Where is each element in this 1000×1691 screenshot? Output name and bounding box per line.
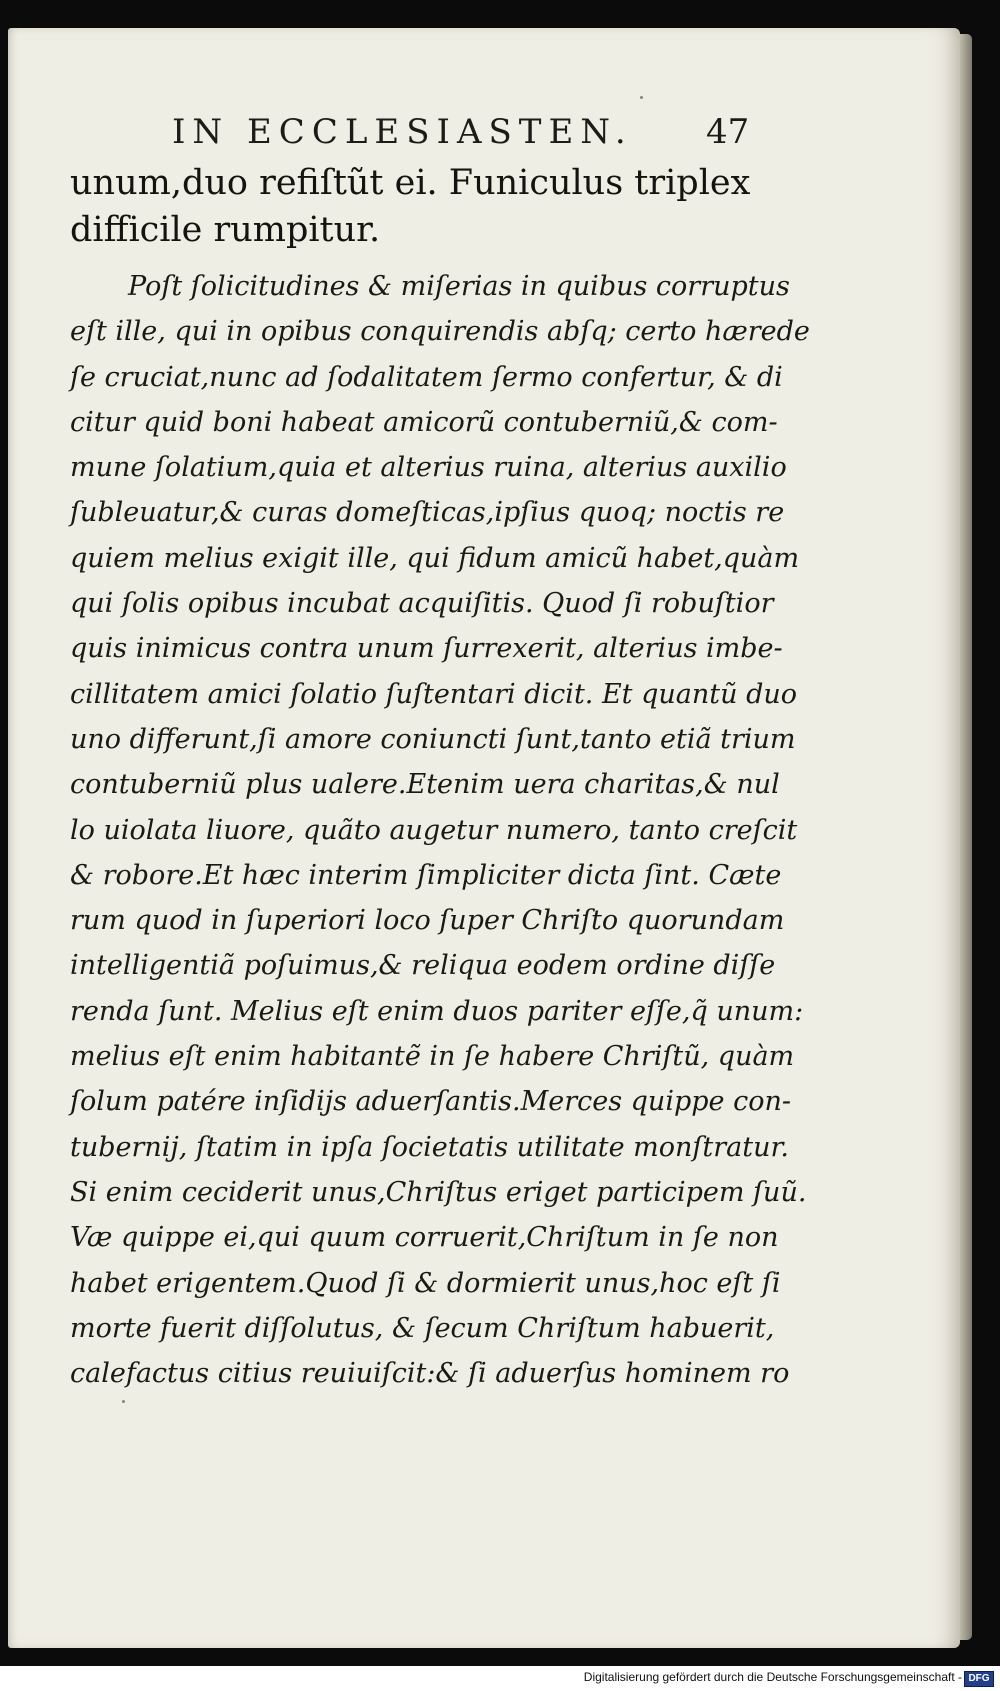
commentary-line: lo uiolata liuore, quãto augetur numero, tanto creſcit — [70, 814, 798, 846]
page-number: 47 — [706, 112, 750, 152]
digitization-footer — [0, 1666, 1000, 1691]
paper-speck — [122, 1400, 125, 1403]
commentary-line: rum quod in ſuperiori loco ſuper Chriſto quorundam — [70, 905, 785, 937]
running-head — [0, 108, 1000, 158]
commentary-line: ſolum patére inſidijs aduerſantis.Merces quippe con- — [70, 1086, 791, 1118]
commentary-line: contuberniũ plus ualere.Etenim uera charitas,& nul — [70, 769, 780, 801]
commentary-text — [70, 264, 810, 1396]
running-title: IN ECCLESIASTEN. — [172, 112, 633, 152]
commentary-line: uno differunt,ſi amore coniuncti ſunt,tanto etiã trium — [70, 723, 796, 755]
commentary-line: & robore.Et hæc interim ſimpliciter dicta ſint. Cæte — [70, 859, 782, 891]
commentary-line: qui ſolis opibus incubat acquiſitis. Quod ſi robuſtior — [70, 588, 774, 620]
commentary-line: Poſt ſolicitudines & miſerias in quibus corruptus — [128, 271, 790, 302]
verse-line: unum,duo refiſtũt ei. Funiculus triplex — [70, 163, 751, 203]
commentary-line: ſubleuatur,& curas domeſticas,ipſius quoq; noctis re — [70, 497, 785, 529]
commentary-line: quiem melius exigit ille, qui fidum amicũ habet,quàm — [70, 542, 800, 574]
commentary-line: renda ſunt. Melius eſt enim duos pariter eſſe,q̃ unum: — [70, 995, 804, 1027]
commentary-line: tubernij, ſtatim in ipſa ſocietatis utilitate monſtratur. — [70, 1131, 789, 1163]
commentary-line: melius eſt enim habitantẽ in ſe habere Chriſtũ, quàm — [70, 1041, 795, 1073]
commentary-line: morte fuerit diſſolutus, & ſecum Chriſtum habuerit, — [70, 1312, 775, 1344]
commentary-line: calefactus citius reuiuiſcit:& ſi aduerſus hominem ro — [70, 1358, 790, 1390]
commentary-line: eſt ille, qui in opibus conquirendis abſq; certo hærede — [70, 316, 810, 348]
paper-speck — [640, 96, 643, 99]
commentary-line: cillitatem amici ſolatio ſuſtentari dicit. Et quantũ duo — [70, 678, 798, 710]
commentary-line: mune ſolatium,quia et alterius ruina, alterius auxilio — [70, 452, 787, 484]
commentary-line: citur quid boni habeat amicorũ contuberniũ,& com- — [70, 406, 778, 438]
commentary-line: habet erigentem.Quod ſi & dormierit unus,hoc eſt ſi — [70, 1267, 781, 1299]
verse-line: difficile rumpitur. — [70, 210, 381, 250]
commentary-line: Si enim ceciderit unus,Chriſtus eriget participem ſuũ. — [70, 1176, 807, 1208]
dfg-logo: DFG — [964, 1671, 994, 1687]
funding-credit: Digitalisierung gefördert durch die Deutsche Forschungsgemeinschaft - — [583, 1670, 962, 1684]
commentary-line: intelligentiã poſuimus,& reliqua eodem ordine diſſe — [70, 950, 776, 982]
commentary-line: Væ quippe ei,qui quum corruerit,Chriſtum in ſe non — [70, 1222, 779, 1254]
commentary-line: quis inimicus contra unum ſurrexerit, alterius imbe- — [70, 633, 783, 665]
verse-text — [70, 160, 770, 254]
commentary-line: ſe cruciat,nunc ad ſodalitatem ſermo confertur, & di — [70, 361, 783, 393]
